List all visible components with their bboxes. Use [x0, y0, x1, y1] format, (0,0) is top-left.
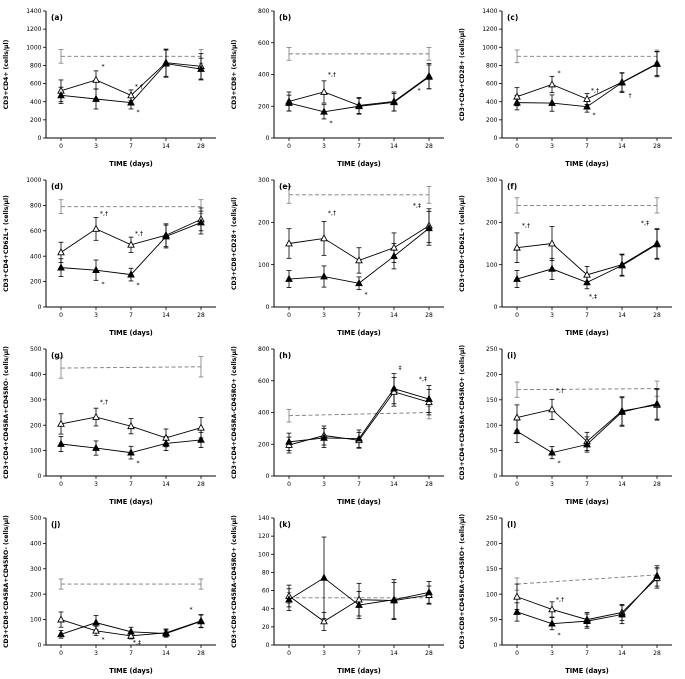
svg-text:3: 3: [94, 650, 98, 657]
svg-text:7: 7: [357, 481, 361, 488]
svg-text:CD3+CD8+CD45RA-CD45RO+ (cells/: CD3+CD8+CD45RA-CD45RO+ (cells/μl): [231, 515, 238, 648]
svg-text:0: 0: [493, 473, 498, 481]
svg-text:400: 400: [258, 71, 270, 79]
svg-text:*,‡: *,‡: [132, 639, 142, 647]
svg-text:3: 3: [94, 481, 98, 488]
chart-panel-l: [456, 509, 684, 678]
svg-text:7: 7: [129, 143, 133, 150]
svg-text:CD3+CD4+CD62L+ (cells/μl): CD3+CD4+CD62L+ (cells/μl): [3, 195, 10, 292]
chart-panel-g: [0, 340, 228, 509]
svg-text:*: *: [189, 606, 193, 614]
svg-text:200: 200: [486, 116, 498, 124]
svg-text:28: 28: [197, 312, 205, 319]
svg-text:†: †: [628, 92, 632, 100]
svg-text:*: *: [557, 631, 561, 639]
svg-text:CD3+CD8+CD45RA+CD45RO- (cells/: CD3+CD8+CD45RA+CD45RO- (cells/μl): [3, 515, 10, 648]
svg-text:200: 200: [258, 103, 270, 111]
svg-text:CD3+CD4+CD45RA+CD45RO- (cells/: CD3+CD4+CD45RA+CD45RO- (cells/μl): [3, 346, 10, 479]
svg-text:200: 200: [486, 219, 498, 227]
svg-text:800: 800: [486, 62, 498, 70]
svg-text:0: 0: [515, 312, 519, 319]
svg-text:*: *: [101, 63, 105, 71]
svg-text:28: 28: [197, 481, 205, 488]
svg-text:0: 0: [493, 642, 498, 650]
chart-svg-d: [0, 171, 228, 340]
svg-text:1200: 1200: [482, 26, 498, 34]
svg-text:300: 300: [30, 565, 42, 573]
svg-text:300: 300: [486, 177, 498, 185]
svg-text:*,†: *,†: [590, 87, 600, 95]
svg-text:*: *: [136, 281, 140, 289]
svg-text:*,†: *,†: [521, 222, 531, 230]
svg-text:1000: 1000: [26, 44, 42, 52]
svg-text:TIME (days): TIME (days): [565, 498, 609, 506]
svg-text:7: 7: [357, 143, 361, 150]
chart-svg-h: [228, 340, 456, 509]
svg-text:28: 28: [653, 650, 661, 657]
svg-text:800: 800: [258, 8, 270, 16]
svg-text:100: 100: [486, 261, 498, 269]
svg-text:*,†: *,†: [327, 71, 337, 79]
svg-text:1000: 1000: [26, 177, 42, 185]
svg-text:(k): (k): [279, 520, 291, 529]
svg-text:0: 0: [37, 135, 42, 143]
svg-text:400: 400: [258, 409, 270, 417]
svg-text:TIME (days): TIME (days): [337, 667, 381, 675]
svg-text:*: *: [136, 109, 140, 117]
svg-text:1400: 1400: [482, 8, 498, 16]
svg-text:14: 14: [618, 650, 626, 657]
svg-text:TIME (days): TIME (days): [565, 160, 609, 168]
svg-text:*: *: [557, 459, 561, 467]
svg-text:*,†: *,†: [327, 210, 337, 218]
svg-text:‡: ‡: [398, 365, 402, 373]
svg-text:(d): (d): [51, 182, 64, 191]
svg-text:100: 100: [486, 591, 498, 599]
svg-text:14: 14: [618, 143, 626, 150]
chart-panel-j: [0, 509, 228, 678]
svg-text:CD3+CD8+ (cells/μl): CD3+CD8+ (cells/μl): [231, 39, 238, 110]
chart-panel-c: [456, 2, 684, 171]
svg-text:14: 14: [390, 650, 398, 657]
svg-text:28: 28: [197, 143, 205, 150]
svg-text:TIME (days): TIME (days): [337, 160, 381, 168]
svg-text:400: 400: [30, 253, 42, 261]
chart-svg-j: [0, 509, 228, 678]
svg-text:7: 7: [585, 481, 589, 488]
svg-text:*: *: [417, 87, 421, 95]
svg-text:*,‡: *,‡: [418, 376, 428, 384]
svg-text:14: 14: [390, 312, 398, 319]
svg-text:0: 0: [265, 642, 270, 650]
svg-text:140: 140: [258, 515, 270, 523]
chart-svg-b: [228, 2, 456, 171]
chart-svg-l: [456, 509, 684, 678]
svg-text:250: 250: [486, 515, 498, 523]
svg-text:CD3+CD4+ (cells/μl): CD3+CD4+ (cells/μl): [3, 39, 10, 110]
svg-text:60: 60: [261, 587, 270, 595]
svg-text:0: 0: [287, 143, 291, 150]
chart-svg-i: [456, 340, 684, 509]
svg-text:200: 200: [30, 116, 42, 124]
svg-text:28: 28: [197, 650, 205, 657]
svg-text:1000: 1000: [482, 44, 498, 52]
svg-text:*,†: *,†: [134, 230, 144, 238]
chart-panel-e: [228, 171, 456, 340]
svg-text:50: 50: [489, 447, 498, 455]
svg-text:(l): (l): [507, 520, 517, 529]
svg-text:800: 800: [30, 202, 42, 210]
svg-text:800: 800: [258, 346, 270, 354]
svg-text:TIME (days): TIME (days): [337, 498, 381, 506]
svg-text:*,‡: *,‡: [640, 220, 650, 228]
svg-text:28: 28: [425, 312, 433, 319]
svg-text:*: *: [101, 281, 105, 289]
chart-panel-k: [228, 509, 456, 678]
svg-text:3: 3: [94, 312, 98, 319]
svg-text:TIME (days): TIME (days): [109, 498, 153, 506]
svg-text:200: 200: [30, 278, 42, 286]
svg-text:0: 0: [59, 143, 63, 150]
svg-text:40: 40: [261, 605, 270, 613]
svg-text:(j): (j): [51, 520, 61, 529]
svg-text:600: 600: [258, 39, 270, 47]
svg-text:CD3+CD8+CD62L+ (cells/μl): CD3+CD8+CD62L+ (cells/μl): [459, 195, 466, 292]
svg-text:7: 7: [129, 481, 133, 488]
svg-text:*,†: *,†: [134, 83, 144, 91]
svg-text:150: 150: [486, 396, 498, 404]
svg-text:3: 3: [550, 312, 554, 319]
chart-panel-a: [0, 2, 228, 171]
svg-text:28: 28: [653, 312, 661, 319]
svg-text:500: 500: [30, 346, 42, 354]
svg-text:0: 0: [265, 473, 270, 481]
svg-text:3: 3: [322, 650, 326, 657]
svg-text:CD3+CD8+CD28+ (cells/μl): CD3+CD8+CD28+ (cells/μl): [231, 197, 238, 290]
chart-panel-d: [0, 171, 228, 340]
svg-text:TIME (days): TIME (days): [565, 329, 609, 337]
svg-text:CD3+CD4+CD45RA+CD45RO+ (cells/: CD3+CD4+CD45RA+CD45RO+ (cells/μl): [459, 344, 466, 481]
svg-text:0: 0: [59, 481, 63, 488]
svg-text:*: *: [364, 291, 368, 299]
svg-text:0: 0: [37, 473, 42, 481]
svg-text:0: 0: [515, 650, 519, 657]
svg-text:14: 14: [390, 143, 398, 150]
svg-text:(c): (c): [507, 13, 519, 22]
svg-text:7: 7: [585, 650, 589, 657]
svg-text:400: 400: [486, 98, 498, 106]
svg-text:600: 600: [486, 80, 498, 88]
svg-text:*,‡: *,‡: [588, 293, 598, 301]
svg-text:TIME (days): TIME (days): [337, 329, 381, 337]
svg-text:400: 400: [30, 371, 42, 379]
svg-text:28: 28: [425, 650, 433, 657]
svg-text:250: 250: [486, 346, 498, 354]
svg-text:200: 200: [258, 441, 270, 449]
svg-text:1400: 1400: [26, 8, 42, 16]
svg-text:7: 7: [357, 650, 361, 657]
svg-text:(a): (a): [51, 13, 63, 22]
svg-text:0: 0: [515, 481, 519, 488]
svg-text:20: 20: [261, 623, 270, 631]
svg-text:200: 200: [486, 371, 498, 379]
svg-text:0: 0: [287, 312, 291, 319]
svg-text:TIME (days): TIME (days): [109, 160, 153, 168]
svg-text:CD3+CD4+CD28+ (cells/μl): CD3+CD4+CD28+ (cells/μl): [459, 28, 466, 121]
svg-text:0: 0: [493, 304, 498, 312]
svg-text:28: 28: [425, 481, 433, 488]
svg-text:(f): (f): [507, 182, 518, 191]
svg-text:0: 0: [59, 650, 63, 657]
svg-text:0: 0: [265, 304, 270, 312]
chart-panel-i: [456, 340, 684, 509]
chart-svg-k: [228, 509, 456, 678]
svg-text:100: 100: [258, 551, 270, 559]
svg-text:600: 600: [30, 227, 42, 235]
svg-text:120: 120: [258, 533, 270, 541]
svg-text:(h): (h): [279, 351, 292, 360]
svg-text:200: 200: [30, 422, 42, 430]
svg-text:*,†: *,†: [555, 596, 565, 604]
svg-text:*: *: [136, 459, 140, 467]
svg-text:0: 0: [287, 481, 291, 488]
svg-text:7: 7: [585, 312, 589, 319]
svg-text:0: 0: [493, 135, 498, 143]
svg-text:3: 3: [550, 481, 554, 488]
svg-text:CD3+CD4+CD45RA-CD45RO+ (cells/: CD3+CD4+CD45RA-CD45RO+ (cells/μl): [231, 346, 238, 479]
svg-text:200: 200: [486, 540, 498, 548]
svg-text:200: 200: [30, 591, 42, 599]
svg-text:*,†: *,†: [99, 398, 109, 406]
svg-text:100: 100: [30, 447, 42, 455]
svg-text:14: 14: [162, 481, 170, 488]
svg-text:7: 7: [585, 143, 589, 150]
svg-text:14: 14: [162, 312, 170, 319]
chart-svg-f: [456, 171, 684, 340]
svg-text:(e): (e): [279, 182, 291, 191]
svg-text:3: 3: [322, 481, 326, 488]
svg-text:*: *: [101, 636, 105, 644]
svg-text:7: 7: [357, 312, 361, 319]
svg-text:(b): (b): [279, 13, 292, 22]
svg-text:600: 600: [258, 377, 270, 385]
svg-text:0: 0: [37, 304, 42, 312]
svg-text:28: 28: [425, 143, 433, 150]
chart-panel-h: [228, 340, 456, 509]
svg-text:CD3+CD8+CD45RA+CD45RO+ (cells/: CD3+CD8+CD45RA+CD45RO+ (cells/μl): [459, 513, 466, 650]
svg-text:0: 0: [37, 642, 42, 650]
svg-text:14: 14: [162, 143, 170, 150]
svg-text:28: 28: [653, 143, 661, 150]
svg-text:(i): (i): [507, 351, 517, 360]
svg-text:28: 28: [653, 481, 661, 488]
svg-text:3: 3: [550, 143, 554, 150]
svg-text:150: 150: [486, 565, 498, 573]
svg-text:*: *: [592, 111, 596, 119]
svg-text:0: 0: [515, 143, 519, 150]
svg-text:*,†: *,†: [99, 210, 109, 218]
svg-text:*,†: *,†: [555, 387, 565, 395]
svg-text:3: 3: [322, 312, 326, 319]
svg-text:*: *: [329, 119, 333, 127]
chart-svg-g: [0, 340, 228, 509]
svg-text:TIME (days): TIME (days): [109, 667, 153, 675]
svg-text:14: 14: [162, 650, 170, 657]
svg-text:100: 100: [30, 616, 42, 624]
svg-text:TIME (days): TIME (days): [109, 329, 153, 337]
svg-text:14: 14: [390, 481, 398, 488]
svg-text:3: 3: [322, 143, 326, 150]
chart-panel-b: [228, 2, 456, 171]
svg-text:0: 0: [59, 312, 63, 319]
svg-text:3: 3: [550, 650, 554, 657]
svg-text:400: 400: [30, 540, 42, 548]
svg-text:200: 200: [258, 219, 270, 227]
svg-text:300: 300: [30, 396, 42, 404]
chart-svg-e: [228, 171, 456, 340]
svg-text:7: 7: [129, 650, 133, 657]
svg-text:50: 50: [489, 616, 498, 624]
chart-svg-c: [456, 2, 684, 171]
svg-text:80: 80: [261, 569, 270, 577]
svg-text:14: 14: [618, 312, 626, 319]
svg-text:0: 0: [265, 135, 270, 143]
svg-text:14: 14: [618, 481, 626, 488]
svg-text:3: 3: [94, 143, 98, 150]
chart-svg-a: [0, 2, 228, 171]
svg-text:1200: 1200: [26, 26, 42, 34]
svg-text:600: 600: [30, 80, 42, 88]
svg-text:TIME (days): TIME (days): [565, 667, 609, 675]
svg-text:(g): (g): [51, 351, 64, 360]
svg-text:*: *: [557, 70, 561, 78]
svg-text:7: 7: [129, 312, 133, 319]
svg-text:100: 100: [486, 422, 498, 430]
svg-text:100: 100: [258, 261, 270, 269]
svg-text:0: 0: [287, 650, 291, 657]
svg-text:500: 500: [30, 515, 42, 523]
svg-text:800: 800: [30, 62, 42, 70]
chart-panel-f: [456, 171, 684, 340]
svg-text:400: 400: [30, 98, 42, 106]
svg-text:*,‡: *,‡: [412, 202, 422, 210]
svg-text:300: 300: [258, 177, 270, 185]
